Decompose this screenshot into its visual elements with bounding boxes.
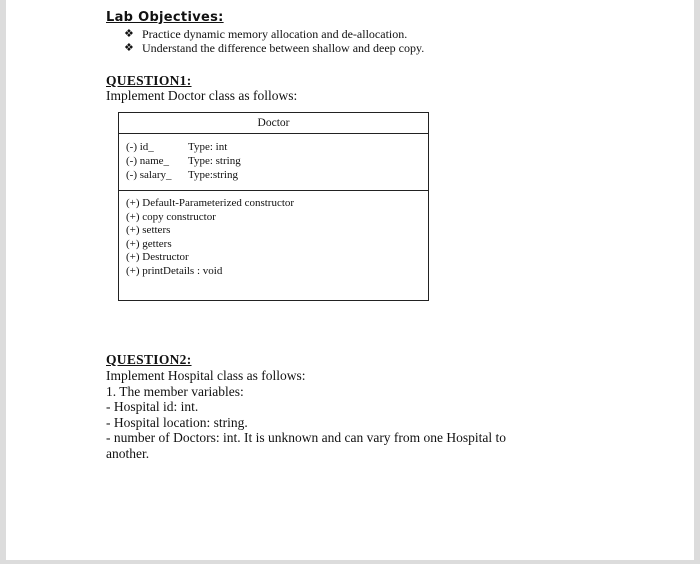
question2-heading: QUESTION2: [106, 352, 192, 367]
diamond-bullet-icon: ❖ [124, 28, 134, 40]
lab-objectives-heading: Lab Objectives: [106, 10, 224, 25]
uml-methods [119, 191, 428, 279]
list-item [124, 27, 424, 41]
attribute-name: (-) name_ [126, 155, 170, 167]
diamond-bullet-icon: ❖ [124, 42, 134, 54]
attribute-name: (-) salary_ [126, 169, 172, 181]
question2-line: 1. The member variables: [106, 383, 244, 399]
uml-method: (+) Default-Parameterized constructor [126, 197, 295, 209]
uml-method: (+) copy constructor [126, 210, 216, 223]
attribute-type: Type:string [188, 169, 238, 181]
question2-body [106, 368, 526, 461]
uml-method: (+) Destructor [126, 251, 189, 264]
list-item [124, 41, 424, 55]
question2-line: - Hospital id: int. [106, 399, 199, 414]
attribute-type: Type: string [188, 155, 241, 167]
objectives-list [124, 27, 424, 55]
question2-line: another. [106, 445, 150, 461]
uml-method: (+) printDetails : void [126, 264, 223, 277]
question1-instruction: Implement Doctor class as follows: [106, 88, 298, 103]
uml-attribute-row [126, 168, 428, 182]
attribute-name: (-) id_ [126, 141, 154, 153]
attribute-type: Type: int [188, 141, 228, 153]
question1-heading: QUESTION1: [106, 73, 192, 88]
uml-attribute-row [126, 154, 428, 168]
objective-text: Practice dynamic memory allocation and de-allocation. [142, 27, 408, 41]
question2-line: - Hospital location: string. [106, 414, 248, 430]
objective-text: Understand the difference between shallow and deep copy. [142, 41, 425, 55]
uml-method: (+) getters [126, 237, 172, 250]
uml-attributes [119, 134, 428, 191]
question2-line: Implement Hospital class as follows: [106, 368, 306, 383]
uml-attribute-row [126, 140, 428, 154]
question2-line: - number of Doctors: int. It is unknown and can vary from one Hospital to [106, 430, 507, 445]
uml-method: (+) setters [126, 224, 171, 237]
doctor-uml-diagram [118, 112, 429, 301]
document-page [6, 0, 694, 560]
uml-class-name: Doctor [119, 113, 428, 134]
